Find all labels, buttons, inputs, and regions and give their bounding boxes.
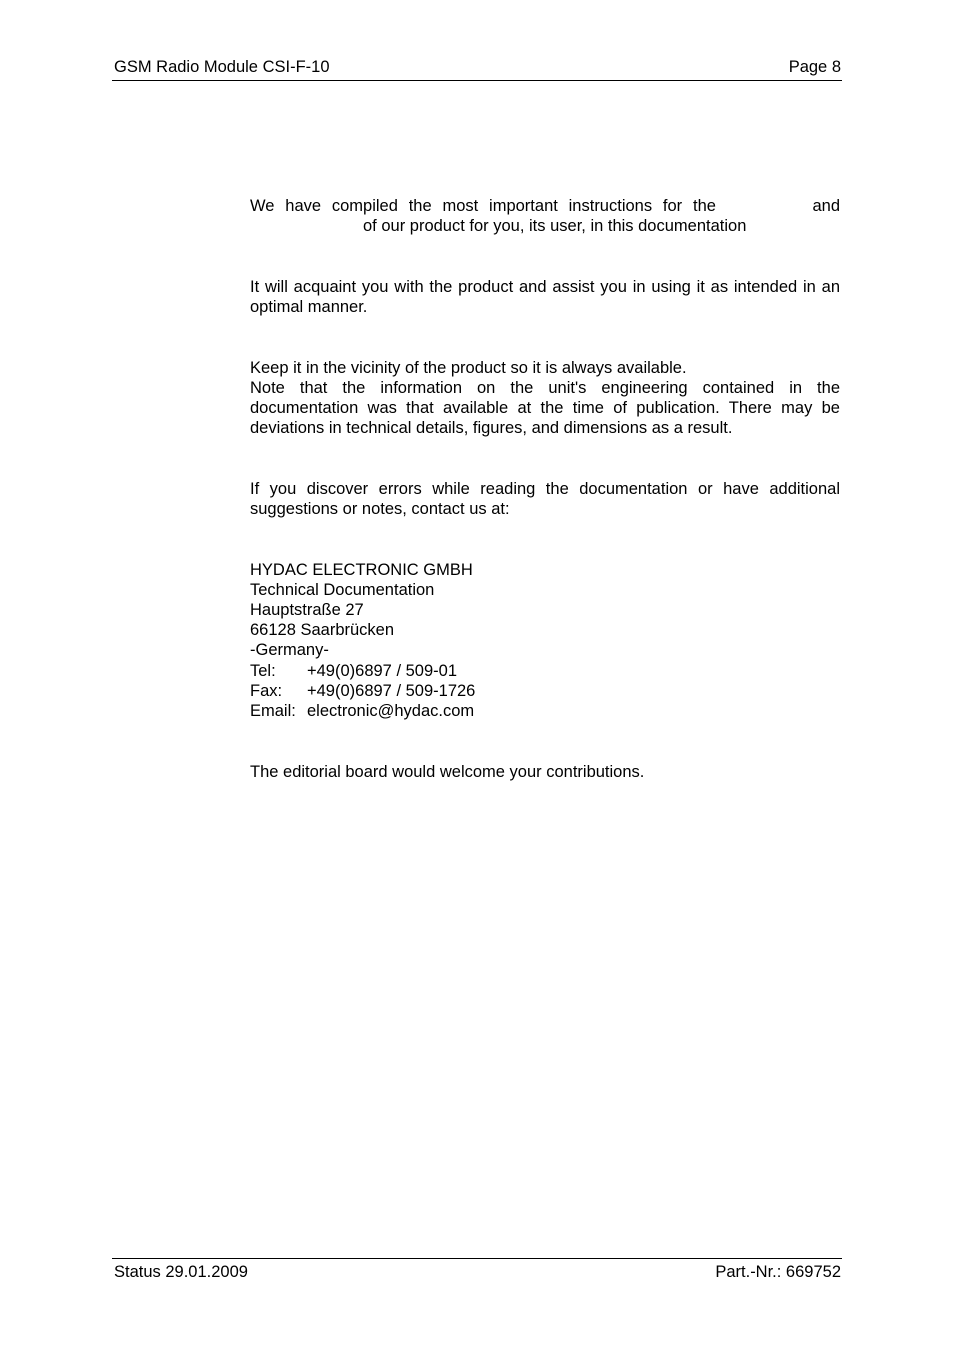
fax-number: +49(0)6897 / 509-1726	[307, 681, 476, 700]
availability-paragraph	[250, 358, 840, 439]
city-address: 66128 Saarbrücken	[250, 621, 395, 640]
page-header	[112, 58, 842, 81]
intro-paragraph	[250, 196, 840, 236]
intro-line-2: of our product for you, its user, in this documentation	[363, 217, 747, 236]
department-name: Technical Documentation	[250, 580, 435, 599]
intro-word: important	[489, 197, 558, 215]
intro-word: the	[692, 197, 716, 215]
closing-paragraph: The editorial board would welcome your contributions.	[250, 762, 645, 781]
status-date: Status 29.01.2009	[114, 1263, 248, 1281]
errors-paragraph: If you discover errors while reading the documentation or have additional suggestions or notes, contact us at:	[250, 479, 840, 518]
street-address: Hauptstraße 27	[250, 601, 364, 619]
intro-line-1-left	[250, 196, 716, 216]
email-address: electronic@hydac.com	[307, 702, 475, 721]
intro-word: and	[812, 197, 840, 215]
fax-row	[250, 681, 840, 701]
intro-word: We	[250, 197, 275, 215]
page-footer	[112, 1258, 842, 1285]
availability-line: Keep it in the vicinity of the product so it is always available.	[250, 358, 687, 377]
email-row	[250, 701, 840, 721]
part-number: Part.-Nr.: 669752	[715, 1263, 841, 1281]
intro-line-1	[250, 196, 840, 216]
intro-word: most	[442, 197, 479, 215]
email-label: Email:	[250, 702, 296, 721]
telephone-label: Tel:	[250, 661, 276, 680]
acquaint-paragraph: It will acquaint you with the product and assist you in using it as intended in an optimal manner.	[250, 277, 840, 316]
contact-address	[250, 560, 840, 722]
engineering-note: Note that the information on the unit's engineering contained in the documentation was that available at the time of publication. There may be deviations in technical details, figures, and dimensions as a result.	[250, 378, 840, 438]
telephone-number: +49(0)6897 / 509-01	[307, 661, 457, 680]
fax-label: Fax:	[250, 681, 283, 700]
intro-word: instructions	[568, 197, 653, 215]
intro-word: have	[285, 197, 322, 215]
company-name: HYDAC ELECTRONIC GMBH	[250, 560, 473, 579]
document-body	[250, 196, 840, 782]
page-number: Page 8	[788, 58, 841, 76]
telephone-row	[250, 661, 840, 681]
intro-word: compiled	[331, 197, 398, 215]
country: -Germany-	[250, 641, 329, 660]
document-title: GSM Radio Module CSI-F-10	[114, 58, 330, 76]
intro-word: for	[662, 197, 683, 215]
intro-word: the	[408, 197, 432, 215]
